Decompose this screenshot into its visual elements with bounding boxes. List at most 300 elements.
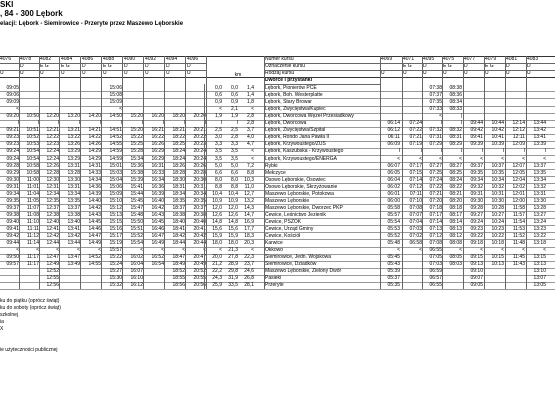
left-time: 20:30 bbox=[193, 176, 206, 183]
right-time: 11:57 bbox=[512, 211, 525, 218]
right-time: 08:36 bbox=[449, 92, 462, 99]
course-type: U bbox=[187, 70, 191, 76]
left-time: 11:14 bbox=[26, 240, 39, 247]
km-value: 20,3 bbox=[244, 240, 254, 247]
left-time: 12:20 bbox=[46, 113, 59, 120]
column-divider bbox=[422, 56, 423, 84]
stop-name: Cewice, Urząd Gminy bbox=[265, 226, 314, 232]
right-time: 13:34 bbox=[533, 176, 546, 183]
left-time: 14:31 bbox=[88, 162, 101, 169]
right-time: 12:11 bbox=[512, 134, 525, 141]
course-type: U bbox=[145, 70, 149, 76]
km-value: 0,6 bbox=[231, 92, 238, 99]
km-value: 0,6 bbox=[215, 92, 222, 99]
stop-name: Karwice bbox=[265, 240, 283, 247]
left-time: 15:22 bbox=[130, 134, 143, 141]
course-mark: D bbox=[423, 63, 427, 69]
left-time: 18:40 bbox=[172, 218, 185, 225]
left-time: 14:43 bbox=[88, 211, 101, 218]
left-time: < bbox=[182, 247, 185, 254]
stop-name: Maszewo Lęborskie, Dworzec PKP bbox=[265, 204, 343, 211]
left-time: 18:49 bbox=[172, 261, 185, 268]
right-time: 08:33 bbox=[449, 106, 462, 113]
right-time: 10:42 bbox=[491, 127, 504, 134]
right-time: < bbox=[397, 247, 400, 254]
column-divider bbox=[442, 84, 443, 289]
left-time: 13:29 bbox=[67, 148, 80, 155]
left-time: 14:29 bbox=[88, 155, 101, 162]
left-time: 18:52 bbox=[172, 268, 185, 275]
left-time: 14:50 bbox=[109, 113, 122, 120]
left-time: 20:20 bbox=[193, 113, 206, 120]
km-value: 18,0 bbox=[212, 240, 222, 247]
left-time: 20:26 bbox=[193, 162, 206, 169]
stop-name: Lębork, Rondo Jana Pawła II bbox=[265, 134, 330, 141]
right-time: 07:24 bbox=[429, 176, 442, 183]
left-time: 15:03 bbox=[109, 169, 122, 176]
right-time: 13:10 bbox=[533, 268, 546, 275]
right-time: 12:07 bbox=[512, 162, 525, 169]
right-time: 08:32 bbox=[449, 127, 462, 134]
right-time: 07:38 bbox=[429, 85, 442, 91]
right-time: 08:31 bbox=[449, 134, 462, 141]
right-time: I bbox=[544, 148, 546, 155]
left-time: 13:26 bbox=[67, 141, 80, 148]
left-time: 15:24 bbox=[109, 261, 122, 268]
left-time: 16:29 bbox=[151, 148, 164, 155]
km-value: 8,8 bbox=[231, 183, 238, 190]
left-time: 16:34 bbox=[151, 176, 164, 183]
left-time: I bbox=[141, 120, 143, 127]
left-time: 15:06 bbox=[109, 85, 122, 91]
left-time: 09:50 bbox=[6, 254, 19, 261]
left-time: 20:55 bbox=[193, 275, 206, 282]
right-time: 07:12 bbox=[409, 183, 422, 190]
left-time: 13:34 bbox=[67, 190, 80, 197]
km-value: 13,2 bbox=[244, 197, 254, 204]
km-value: 2,8 bbox=[247, 113, 254, 120]
course-type: U bbox=[166, 70, 170, 76]
right-time: < bbox=[480, 155, 483, 162]
left-time: 15:27 bbox=[109, 268, 122, 275]
right-time: 10:13 bbox=[491, 261, 504, 268]
right-time: 06:55 bbox=[429, 247, 442, 254]
course-mark: D bbox=[145, 63, 149, 69]
stop-name: Maszewo Lęborskie, Potokowa bbox=[265, 190, 334, 197]
km-value: 0,0 bbox=[231, 85, 238, 91]
left-time: 15:57 bbox=[109, 247, 122, 254]
right-time: 09:28 bbox=[470, 204, 483, 211]
course-number: 4071 bbox=[403, 56, 415, 62]
left-time: 15:41 bbox=[130, 183, 143, 190]
left-time: 20:47 bbox=[193, 254, 206, 261]
right-time: 09:35 bbox=[470, 169, 483, 176]
left-time: 09:24 bbox=[6, 155, 19, 162]
stop-name: Lębork, Kaszubska - Krzywoustego bbox=[265, 148, 344, 155]
left-time: I bbox=[204, 120, 206, 127]
right-time: 06:12 bbox=[387, 127, 400, 134]
right-time: 13:27 bbox=[533, 211, 546, 218]
course-number: 4078 bbox=[20, 56, 32, 62]
left-time: 11:10 bbox=[26, 218, 39, 225]
right-time: 13:23 bbox=[533, 226, 546, 232]
left-time: 12:55 bbox=[46, 275, 59, 282]
right-time: 05:58 bbox=[387, 204, 400, 211]
right-time: 09:15 bbox=[470, 254, 483, 261]
km-value: 1,4 bbox=[247, 92, 254, 99]
right-time: 10:34 bbox=[491, 176, 504, 183]
right-time: 07:31 bbox=[429, 134, 442, 141]
left-time: 14:51 bbox=[109, 127, 122, 134]
left-time: I bbox=[37, 120, 39, 127]
right-time: 10:35 bbox=[491, 169, 504, 176]
right-time: 12:09 bbox=[512, 141, 525, 148]
course-mark: D bbox=[82, 63, 86, 69]
left-time: 13:31 bbox=[67, 162, 80, 169]
left-time: 18:55 bbox=[172, 275, 185, 282]
right-time: I bbox=[481, 148, 483, 155]
left-time: 09:42 bbox=[6, 233, 19, 240]
right-time: 07:03 bbox=[429, 261, 442, 268]
left-time: 09:30 bbox=[6, 176, 19, 183]
left-time: < bbox=[77, 247, 80, 254]
right-time: 11:48 bbox=[512, 240, 525, 247]
left-time: 15:08 bbox=[109, 92, 122, 99]
right-time: 06:58 bbox=[409, 240, 422, 247]
km-value: 21,3 bbox=[228, 247, 238, 254]
column-divider bbox=[484, 84, 485, 289]
course-type: U bbox=[61, 70, 65, 76]
km-value: < bbox=[251, 148, 254, 155]
right-time: 12:01 bbox=[512, 190, 525, 197]
right-time: 06:57 bbox=[429, 275, 442, 282]
left-time: 10:58 bbox=[26, 162, 39, 169]
stop-name: Osowo Lęborskie, Osowiec bbox=[265, 176, 326, 183]
km-value: 15,6 bbox=[212, 226, 222, 232]
left-time: I bbox=[57, 120, 59, 127]
right-time: 07:12 bbox=[429, 233, 442, 240]
km-value: 15,6 bbox=[228, 226, 238, 232]
right-time: 07:24 bbox=[409, 120, 422, 127]
left-time: 16:43 bbox=[151, 211, 164, 218]
left-time: 18:41 bbox=[172, 226, 185, 232]
stop-name: Lębork, Pionierów PCE bbox=[265, 85, 317, 91]
row-divider bbox=[265, 70, 555, 71]
course-type: U bbox=[124, 70, 128, 76]
column-divider bbox=[59, 84, 60, 289]
right-time: 05:48 bbox=[387, 240, 400, 247]
right-time: 10:18 bbox=[491, 240, 504, 247]
left-time: 12:31 bbox=[46, 183, 59, 190]
left-time: 16:40 bbox=[151, 197, 164, 204]
right-time: < bbox=[480, 247, 483, 254]
left-time: 11:04 bbox=[26, 190, 39, 197]
right-time: 08:22 bbox=[449, 183, 462, 190]
left-time: 15:12 bbox=[109, 204, 122, 211]
footnote: ie użyteczności publicznej bbox=[0, 347, 58, 354]
column-divider bbox=[19, 56, 20, 84]
left-time: 18:44 bbox=[172, 240, 185, 247]
km-value: 8,8 bbox=[215, 183, 222, 190]
right-time: I bbox=[398, 148, 400, 155]
right-time: 07:21 bbox=[429, 190, 442, 197]
left-time: 11:05 bbox=[26, 197, 39, 204]
right-time: 10:31 bbox=[491, 190, 504, 197]
right-time: 08:27 bbox=[449, 162, 462, 169]
left-time: 15:10 bbox=[109, 197, 122, 204]
right-time: 06:14 bbox=[387, 120, 400, 127]
right-time: 09:23 bbox=[470, 226, 483, 232]
km-value: 14,8 bbox=[228, 218, 238, 225]
row-divider bbox=[0, 289, 555, 290]
left-time: 15:45 bbox=[130, 197, 143, 204]
km-value: 11,0 bbox=[244, 183, 254, 190]
left-time: 18:31 bbox=[172, 183, 185, 190]
row-divider bbox=[265, 63, 555, 64]
column-divider bbox=[59, 56, 60, 84]
km-value: 24,3 bbox=[212, 275, 222, 282]
km-value: 0,9 bbox=[231, 99, 238, 106]
stop-name: Siemirowice, Jedn. Wojskowa bbox=[265, 254, 332, 261]
km-value: 3,5 bbox=[215, 155, 222, 162]
left-time: 10:58 bbox=[26, 169, 39, 176]
right-time: 07:22 bbox=[429, 183, 442, 190]
stop-name: Lębork, Krzywoustego/ENERGA bbox=[265, 155, 337, 162]
left-time: 10:54 bbox=[26, 155, 39, 162]
left-time: 13:30 bbox=[67, 176, 80, 183]
left-time: 14:46 bbox=[88, 226, 101, 232]
column-divider bbox=[264, 56, 265, 84]
left-time: 09:29 bbox=[6, 169, 19, 176]
right-time: 05:43 bbox=[387, 261, 400, 268]
left-time: 09:23 bbox=[6, 141, 19, 148]
course-type: U bbox=[527, 70, 531, 76]
right-time: 09:05 bbox=[470, 282, 483, 289]
left-time: 18:21 bbox=[172, 127, 185, 134]
km-value: < bbox=[219, 247, 222, 254]
left-time: 18:22 bbox=[172, 134, 185, 141]
stop-name: Cewice, PSZOK bbox=[265, 218, 302, 225]
left-time: 13:29 bbox=[67, 155, 80, 162]
right-time: 09:42 bbox=[470, 127, 483, 134]
column-divider bbox=[39, 84, 40, 289]
left-time: 13:31 bbox=[67, 183, 80, 190]
left-time: 14:40 bbox=[88, 197, 101, 204]
km-value: 27,8 bbox=[228, 254, 238, 261]
km-value: 1,9 bbox=[215, 113, 222, 120]
right-time: 08:25 bbox=[449, 169, 462, 176]
km-value: 18,3 bbox=[244, 233, 254, 240]
left-time: 16:47 bbox=[151, 233, 164, 240]
left-time: 16:54 bbox=[151, 261, 164, 268]
course-number: 4090 bbox=[124, 56, 136, 62]
course-mark: D bbox=[187, 63, 191, 69]
left-time: 15:25 bbox=[130, 141, 143, 148]
km-value: 10,4 bbox=[212, 190, 222, 197]
left-time: < bbox=[36, 247, 39, 254]
right-time: 12:00 bbox=[512, 197, 525, 204]
column-divider bbox=[39, 56, 40, 84]
left-time: 16:31 bbox=[151, 162, 164, 169]
left-time: 16:39 bbox=[151, 190, 164, 197]
right-time: I bbox=[460, 120, 462, 127]
column-divider bbox=[122, 56, 123, 84]
right-time: 08:38 bbox=[449, 85, 462, 91]
left-time: 09:21 bbox=[6, 127, 19, 134]
km-value: 29,8 bbox=[228, 268, 238, 275]
right-time: 10:22 bbox=[491, 233, 504, 240]
stop-name: Lębork, Boh. Westerplatte bbox=[265, 92, 323, 99]
left-time: 20:31 bbox=[193, 183, 206, 190]
km-value: 8,0 bbox=[231, 176, 238, 183]
stop-name: Cewice, Kościół bbox=[265, 233, 301, 240]
left-time: 15:34 bbox=[130, 155, 143, 162]
left-time: < bbox=[161, 247, 164, 254]
km-value: 5,0 bbox=[215, 162, 222, 169]
km-value: 3,5 bbox=[231, 148, 238, 155]
left-time: 15:13 bbox=[109, 211, 122, 218]
left-time: 20:52 bbox=[193, 268, 206, 275]
left-time: 09:37 bbox=[6, 204, 19, 211]
left-time: 15:20 bbox=[130, 127, 143, 134]
left-time: 12:22 bbox=[46, 134, 59, 141]
km-value: 0,0 bbox=[215, 85, 222, 91]
left-time: 10:51 bbox=[26, 127, 39, 134]
stop-name: Maszewo Lęborskie, Zielony Dwór bbox=[265, 268, 342, 275]
left-time: 20:24 bbox=[193, 148, 206, 155]
left-time: 14:33 bbox=[88, 169, 101, 176]
course-mark: E G bbox=[403, 63, 412, 69]
left-time: 14:55 bbox=[88, 261, 101, 268]
left-time: 14:59 bbox=[109, 148, 122, 155]
column-divider bbox=[505, 56, 506, 84]
left-time: 11:01 bbox=[26, 183, 39, 190]
left-time: 13:42 bbox=[67, 233, 80, 240]
km-value: 33,5 bbox=[228, 282, 238, 289]
right-time: 07:14 bbox=[409, 176, 422, 183]
course-mark: D bbox=[506, 63, 510, 69]
left-time: 14:49 bbox=[88, 240, 101, 247]
right-time: 12:04 bbox=[512, 176, 525, 183]
course-mark: E G bbox=[103, 63, 112, 69]
left-time: 12:35 bbox=[46, 197, 59, 204]
left-time: 18:56 bbox=[172, 282, 185, 289]
left-time: 18:38 bbox=[172, 211, 185, 218]
km-value: 10,9 bbox=[212, 197, 222, 204]
km-value: 12,0 bbox=[228, 204, 238, 211]
left-time: < bbox=[140, 247, 143, 254]
course-mark: D bbox=[124, 63, 128, 69]
left-time: 16:20 bbox=[151, 113, 164, 120]
km-value: 3,5 bbox=[215, 148, 222, 155]
course-number: 4077 bbox=[464, 56, 476, 62]
left-time: I bbox=[99, 120, 101, 127]
column-divider bbox=[185, 84, 186, 289]
course-mark: D bbox=[464, 63, 468, 69]
left-time: < bbox=[119, 106, 122, 113]
left-time: 13:20 bbox=[67, 113, 80, 120]
km-value: < bbox=[251, 247, 254, 254]
stop-name: Okkowo bbox=[265, 247, 284, 254]
left-time: 14:47 bbox=[88, 233, 101, 240]
left-time: 13:21 bbox=[67, 127, 80, 134]
column-divider bbox=[206, 56, 207, 84]
course-mark: E G bbox=[40, 63, 49, 69]
left-time: 16:36 bbox=[151, 183, 164, 190]
left-time: 13:28 bbox=[67, 169, 80, 176]
left-time: 09:05 bbox=[6, 85, 19, 91]
column-divider bbox=[526, 56, 527, 84]
right-time: 07:25 bbox=[429, 169, 442, 176]
left-time: 20:34 bbox=[193, 190, 206, 197]
right-time: 09:44 bbox=[470, 120, 483, 127]
column-divider bbox=[101, 56, 102, 84]
right-time: 13:41 bbox=[533, 134, 546, 141]
km-value: 12,0 bbox=[212, 204, 222, 211]
left-time: 15:15 bbox=[109, 218, 122, 225]
right-time: 13:18 bbox=[533, 240, 546, 247]
left-time: I bbox=[120, 120, 122, 127]
right-time: 11:45 bbox=[512, 254, 525, 261]
left-time: 15:48 bbox=[130, 211, 143, 218]
stop-name: Mełczyce bbox=[265, 169, 286, 176]
left-time: 20:21 bbox=[193, 127, 206, 134]
left-time: 09:23 bbox=[6, 134, 19, 141]
right-time: 06:11 bbox=[387, 134, 400, 141]
right-time: 13:42 bbox=[533, 127, 546, 134]
left-time: 18:25 bbox=[172, 141, 185, 148]
right-time: < bbox=[543, 247, 546, 254]
column-divider bbox=[164, 56, 165, 84]
left-time: 12:40 bbox=[46, 218, 59, 225]
km-value: 1,4 bbox=[247, 85, 254, 91]
right-time: 08:14 bbox=[449, 218, 462, 225]
left-time: 10:54 bbox=[26, 148, 39, 155]
km-value: 3,0 bbox=[215, 134, 222, 141]
left-time: 16:12 bbox=[130, 282, 143, 289]
course-number: 4075 bbox=[443, 56, 455, 62]
left-time: 14:45 bbox=[88, 218, 101, 225]
left-time: 12:24 bbox=[46, 155, 59, 162]
stop-name: Lębork, Krzywoustego/ZUS bbox=[265, 141, 326, 148]
right-time: 13:13 bbox=[533, 261, 546, 268]
stop-name: Lębork, Zwycięstwa/Kupiec bbox=[265, 106, 326, 113]
left-time: 20:24 bbox=[193, 155, 206, 162]
right-time: I bbox=[440, 148, 442, 155]
left-time: 12:23 bbox=[46, 141, 59, 148]
right-time: 08:05 bbox=[449, 254, 462, 261]
km-value: 20,0 bbox=[212, 254, 222, 261]
right-time: 13:35 bbox=[533, 169, 546, 176]
right-time: 12:02 bbox=[512, 183, 525, 190]
km-value: I bbox=[220, 120, 222, 127]
left-time: 20:42 bbox=[193, 233, 206, 240]
stop-name: Lębork, Stary Browar bbox=[265, 99, 312, 106]
column-divider bbox=[101, 84, 102, 289]
column-divider bbox=[19, 84, 20, 289]
left-time: 15:19 bbox=[109, 240, 122, 247]
left-time: 15:22 bbox=[109, 254, 122, 261]
right-time: 07:14 bbox=[429, 218, 442, 225]
left-time: 15:32 bbox=[109, 282, 122, 289]
column-divider bbox=[380, 84, 381, 289]
left-time: 16:10 bbox=[130, 275, 143, 282]
left-time: I bbox=[78, 120, 80, 127]
km-value: 8,0 bbox=[215, 176, 222, 183]
left-time: 09:41 bbox=[6, 226, 19, 232]
right-time: 13:07 bbox=[533, 275, 546, 282]
course-number: 4076 bbox=[0, 56, 12, 62]
